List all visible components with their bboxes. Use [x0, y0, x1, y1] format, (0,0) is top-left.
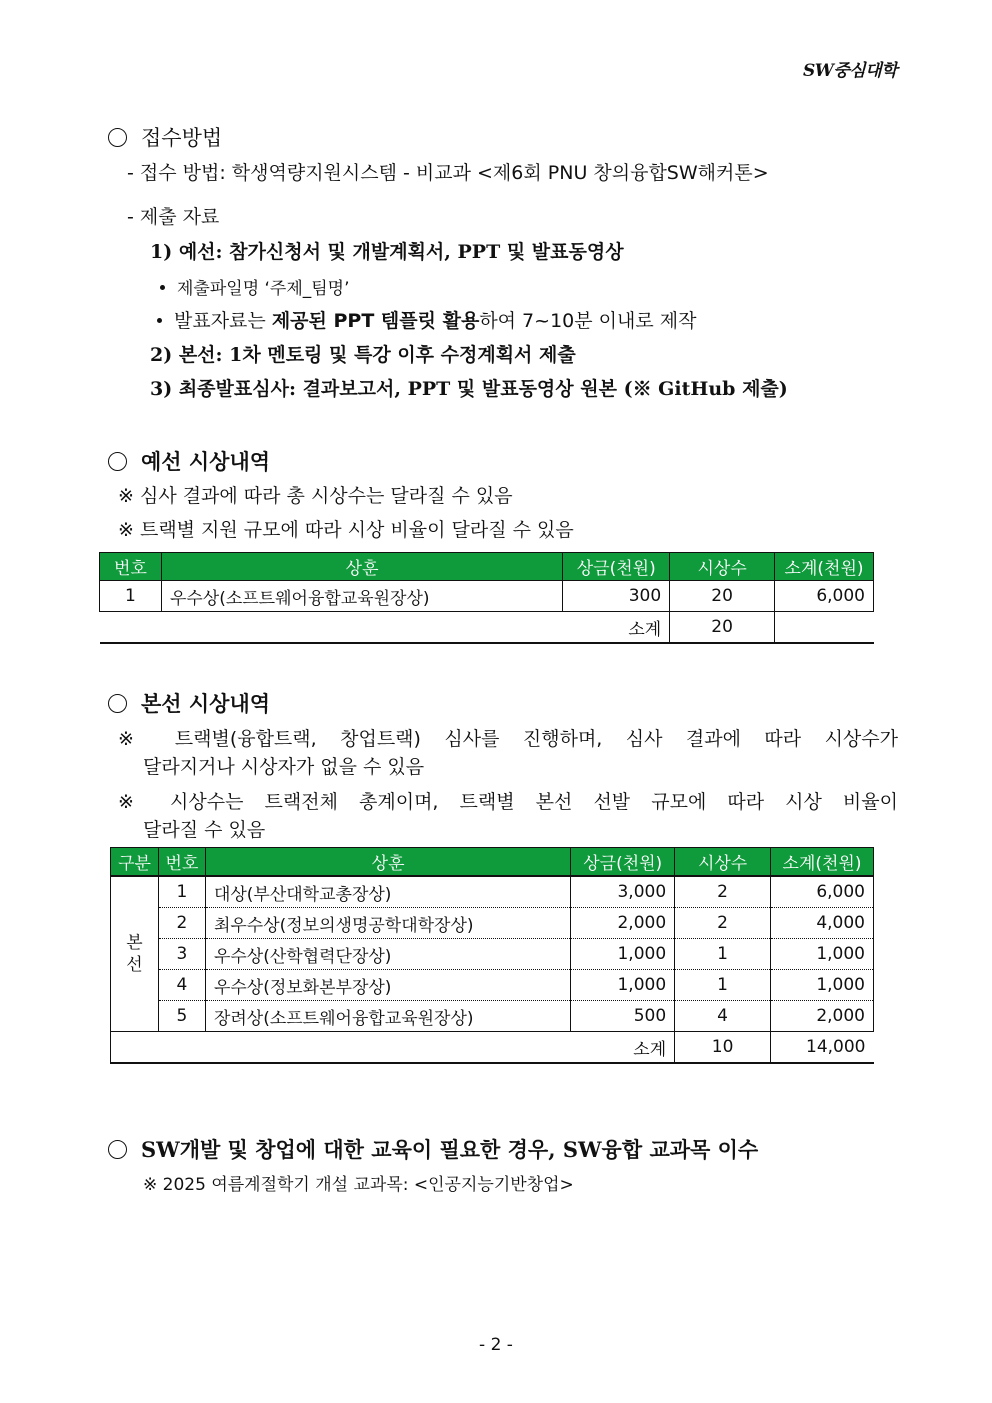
total-subtotal-empty: [775, 612, 874, 644]
materials-bullet-1: [160, 274, 350, 299]
total-label: 소계: [111, 1032, 675, 1064]
dot-bullet-icon: [157, 318, 162, 323]
header-subtotal: 소계(천원): [771, 848, 874, 877]
table-total-row: [111, 1032, 874, 1064]
final-note-1-line-2: 달라지거나 시상자가 없을 수 있음: [143, 756, 425, 778]
row-count: 4: [675, 1001, 771, 1032]
row-subtotal: 6,000: [771, 876, 874, 908]
row-prize: 2,000: [571, 908, 675, 939]
circle-bullet-icon: [108, 128, 127, 147]
row-subtotal: 1,000: [771, 970, 874, 1001]
row-prize: 1,000: [571, 970, 675, 1001]
row-prize: 3,000: [571, 876, 675, 908]
materials-item-1: 1) 예선: 참가신청서 및 개발계획서, PPT 및 발표동영상: [150, 241, 624, 263]
header-subtotal: 소계(천원): [775, 553, 874, 581]
circle-bullet-icon: [108, 1140, 127, 1159]
total-count: 20: [670, 612, 775, 644]
row-count: 1: [675, 939, 771, 970]
table-total-row: [100, 612, 874, 644]
header-count: 시상수: [670, 553, 775, 581]
header-prize: 상금(천원): [571, 848, 675, 877]
prelim-note-2: ※ 트랙별 지원 규모에 따라 시상 비율이 달라질 수 있음: [118, 519, 574, 541]
materials-item-3: 3) 최종발표심사: 결과보고서, PPT 및 발표동영상 원본 (※ GitHub 제출): [150, 378, 788, 400]
final-award-table: [110, 847, 874, 1064]
row-count: 2: [675, 876, 771, 908]
row-subtotal: 6,000: [775, 581, 874, 612]
final-note-1-line-1: ※ 트랙별(융합트랙, 창업트랙) 심사를 진행하며, 심사 결과에 따라 시상수가: [118, 728, 898, 750]
header-no: 번호: [100, 553, 162, 581]
row-subtotal: 4,000: [771, 908, 874, 939]
final-note-2-line-1: ※ 시상수는 트랙전체 총계이며, 트랙별 본선 선발 규모에 따라 시상 비율이: [118, 791, 898, 813]
circle-bullet-icon: [108, 694, 127, 713]
row-prize: 1,000: [571, 939, 675, 970]
bullet-text-pre: 발표자료는: [174, 310, 272, 332]
header-prize: 상금(천원): [563, 553, 670, 581]
header-logo: SW중심대학: [803, 61, 898, 81]
education-note: ※ 2025 여름계절학기 개설 교과목: <인공지능기반창업>: [143, 1175, 574, 1195]
group-label: 본선: [111, 876, 159, 1032]
table-row: [111, 876, 874, 908]
header-no: 번호: [158, 848, 205, 877]
row-prize: 500: [571, 1001, 675, 1032]
row-no: 2: [158, 908, 205, 939]
materials-item-2: 2) 본선: 1차 멘토링 및 특강 이후 수정계획서 제출: [150, 344, 576, 366]
bullet-text: 제출파일명 ‘주제_팀명’: [177, 279, 350, 299]
materials-bullet-2: [157, 306, 696, 333]
row-award: 최우수상(정보의생명공학대학장상): [205, 908, 570, 939]
header-group: 구분: [111, 848, 159, 877]
final-note-2-line-2: 달라질 수 있음: [143, 819, 266, 841]
header-award: 상훈: [205, 848, 570, 877]
circle-bullet-icon: [108, 452, 127, 471]
table-row: [100, 581, 874, 612]
table-row: [111, 939, 874, 970]
header-count: 시상수: [675, 848, 771, 877]
row-count: 1: [675, 970, 771, 1001]
row-prize: 300: [563, 581, 670, 612]
section-title-text: SW개발 및 창업에 대한 교육이 필요한 경우, SW융합 교과목 이수: [141, 1137, 759, 1162]
bullet-text-post: 하여 7~10분 이내로 제작: [479, 310, 697, 332]
section-prelim-title: [108, 446, 270, 476]
row-no: 4: [158, 970, 205, 1001]
row-no: 5: [158, 1001, 205, 1032]
row-subtotal: 2,000: [771, 1001, 874, 1032]
dot-bullet-icon: [160, 285, 165, 290]
table-row: [111, 1001, 874, 1032]
prelim-note-1: ※ 심사 결과에 따라 총 시상수는 달라질 수 있음: [118, 485, 513, 507]
header-award: 상훈: [161, 553, 562, 581]
bullet-text-bold: 제공된 PPT 템플릿 활용: [271, 310, 480, 332]
section-education-title: [108, 1134, 758, 1164]
section-final-title: [108, 688, 270, 718]
table-header-row: [111, 848, 874, 877]
section-title-text: 본선 시상내역: [141, 691, 271, 716]
row-count: 2: [675, 908, 771, 939]
page-number: - 2 -: [479, 1335, 513, 1355]
row-award: 우수상(소프트웨어융합교육원장상): [161, 581, 562, 612]
row-subtotal: 1,000: [771, 939, 874, 970]
row-no: 3: [158, 939, 205, 970]
table-row: [111, 970, 874, 1001]
section-title-text: 예선 시상내역: [141, 449, 271, 474]
section-reception-title: [108, 122, 222, 152]
row-award: 우수상(정보화본부장상): [205, 970, 570, 1001]
row-count: 20: [670, 581, 775, 612]
total-count: 10: [675, 1032, 771, 1064]
table-row: [111, 908, 874, 939]
row-no: 1: [158, 876, 205, 908]
row-award: 장려상(소프트웨어융합교육원장상): [205, 1001, 570, 1032]
table-header-row: [100, 553, 874, 581]
row-award: 우수상(산학협력단장상): [205, 939, 570, 970]
total-label: 소계: [100, 612, 670, 644]
prelim-award-table: [99, 552, 874, 644]
materials-title: - 제출 자료: [127, 206, 220, 228]
reception-method: - 접수 방법: 학생역량지원시스템 - 비교과 <제6회 PNU 창의융합SW해커톤>: [127, 162, 769, 184]
section-title-text: 접수방법: [141, 126, 223, 150]
total-subtotal: 14,000: [771, 1032, 874, 1064]
row-no: 1: [100, 581, 162, 612]
row-award: 대상(부산대학교총장상): [205, 876, 570, 908]
